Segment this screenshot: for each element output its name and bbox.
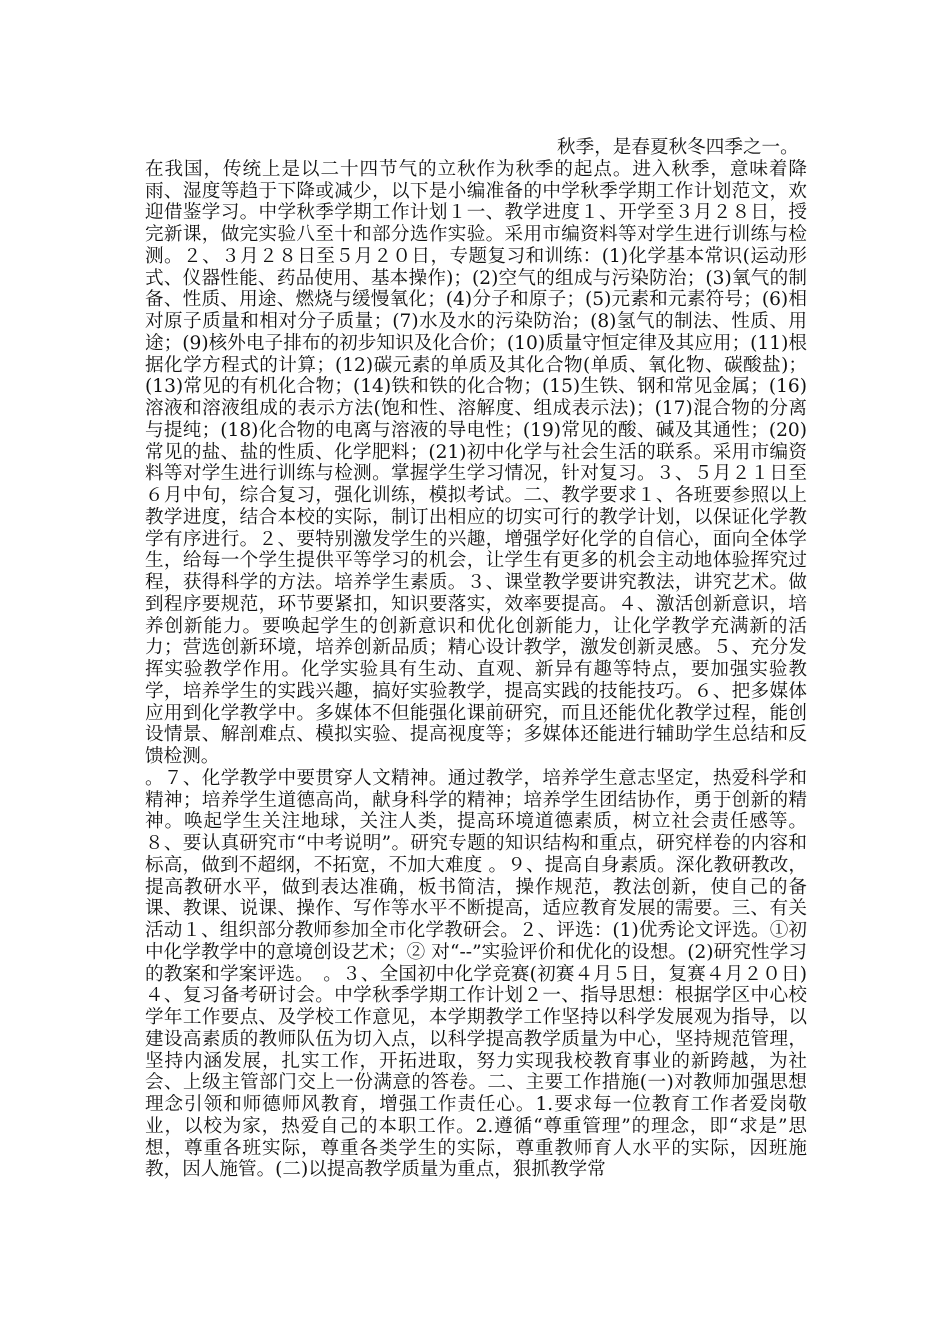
paragraph — [145, 768, 807, 1181]
paragraph — [145, 137, 807, 768]
paragraph-text: 。７、化学教学中要贯穿人文精神。通过教学，培养学生意志坚定，热爱科学和精神；培养学生道德高尚，献身科学的精神；培养学生团结协作，勇于创新的精神。唤起学生关注地球，关注人类，提高环境道德素质，树立社会责任感等。８、要认真研究市“中考说明”。研究专题的知识结构和重点，研究样卷的内容和标高，做到不超纲，不拓宽，不加大难度 。９、提高自身素质。深化教研教改，提高教研水平，做到表达准确，板书简洁，操作规范，教法创新，使自己的备课、教课、说课、操作、写作等水平不断提高，适应教育发展的需要。三、有关活动１、组织部分教师参加全市化学教研会。２、评选：(1)优秀论文评选。①初中化学教学中的意境创设艺术；② 对“--”实验评价和优化的设想。(2)研究性学习的教案和学案评选。 。３、全国初中化学竞赛(初赛４月５日，复赛４月２０日)４、复习备考研讨会。中学秋季学期工作计划２一、指导思想：根据学区中心校学年工作要点、及学校工作意见，本学期教学工作坚持以科学发展观为指导，以建设高素质的教师队伍为切入点，以科学提高教学质量为中心，坚持规范管理，坚持内涵发展，扎实工作，开拓进取，努力实现我校教育事业的新跨越，为社会、上级主管部门交上一份满意的答卷。二、主要工作措施(一)对教师加强思想理念引领和师德师风教育，增强工作责任心。1.要求每一位教育工作者爱岗敬业，以校为家，热爱自己的本职工作。2.遵循“尊重管理”的理念，即“求是”思想，尊重各班实际，尊重各类学生的实际，尊重教师育人水平的实际，因班施教，因人施管。(二)以提高教学质量为重点，狠抓教学常 — [145, 767, 807, 1181]
lead-sentence: 秋季，是春夏秋冬四季之一。 — [557, 137, 799, 158]
paragraph-text: 在我国，传统上是以二十四节气的立秋作为秋季的起点。进入秋季，意味着降雨、湿度等趋于下降或减少，以下是小编准备的中学秋季学期工作计划范文，欢迎借鉴学习。中学秋季学期工作计划１一、教学进度１、开学至３月２８日，授完新课，做完实验八至十和部分选作实验。采用市编资料等对学生进行训练与检测。２、３月２８日至５月２０日，专题复习和训练：(1)化学基本常识(运动形式、仪器性能、药品使用、基本操作)；(2)空气的组成与污染防治；(3)氧气的制备、性质、用途、燃烧与缓慢氧化；(4)分子和原子；(5)元素和元素符号；(6)相对原子质量和相对分子质量；(7)水及水的污染防治；(8)氢气的制法、性质、用途；(9)核外电子排布的初步知识及化合价；(10)质量守恒定律及其应用；(11)根据化学方程式的计算；(12)碳元素的单质及其化合物(单质、氧化物、碳酸盐)；(13)常见的有机化合物；(14)铁和铁的化合物；(15)生铁、钢和常见金属；(16)溶液和溶液组成的表示方法(饱和性、溶解度、组成表示法)；(17)混合物的分离与提纯；(18)化合物的电离与溶液的导电性；(19)常见的酸、碱及其通性；(20)常见的盐、盐的性质、化学肥料；(21)初中化学与社会生活的联系。采用市编资料等对学生进行训练与检测。掌握学生学习情况，针对复习。３、５月２１日至６月中旬，综合复习，强化训练，模拟考试。二、教学要求１、各班要参照以上教学进度，结合本校的实际，制订出相应的切实可行的教学计划，以保证化学教学有序进行。２、要特别激发学生的兴趣，增强学好化学的自信心，面向全体学生，给每一个学生提供平等学习的机会，让学生有更多的机会主动地体验挥究过程，获得科学的方法。培养学生素质。３、课堂教学要讲究教法，讲究艺术。做到程序要规范，环节要紧扣，知识要落实，效率要提高。４、激活创新意识，培养创新能力。要唤起学生的创新意识和优化创新能力，让化学教学充满新的活力；营选创新环境，培养创新品质；精心设计教学，激发创新灵感。５、充分发挥实验教学作用。化学实验具有生动、直观、新异有趣等特点，要加强实验教学，培养学生的实践兴趣，搞好实验教学，提高实践的技能技巧。６、把多媒体应用到化学教学中。多媒体不但能强化课前研究，而且还能优化教学过程，能创设情景、解剖难点、模拟实验、提高视度等；多媒体还能进行辅助学生总结和反馈检测。 — [145, 158, 807, 767]
document-body — [145, 137, 807, 1181]
